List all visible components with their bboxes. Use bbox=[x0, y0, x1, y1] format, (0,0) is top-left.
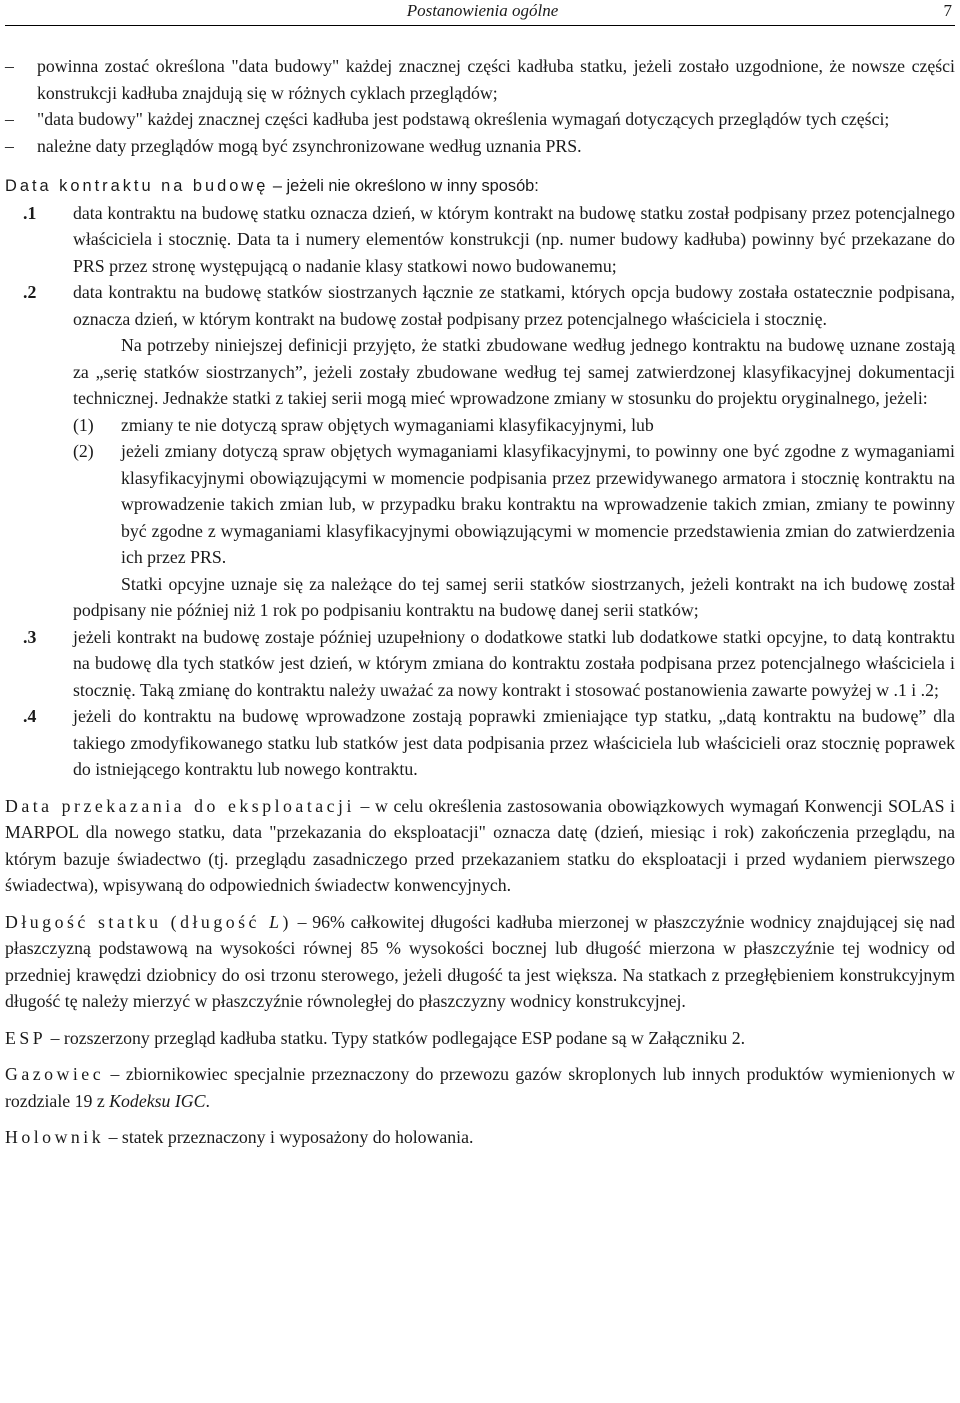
numbered-item bbox=[5, 703, 955, 783]
length-symbol: L bbox=[269, 911, 283, 932]
definition-separator: – bbox=[104, 1064, 126, 1084]
sub-item-text: jeżeli zmiany dotyczą spraw objętych wymaganiami klasyfikacyjnymi, to powinny one być zgodne z wymaganiami klasyfikacyjnymi obowiązującymi w momencie podpisania przez przewidywanego armatora i stocznię kontraktu na wprowadzenie takich zmian lub, w przypadku braku kontraktu na wprowadzenie takich zmian, zmiany te powinny być zgodne z wymaganiami klasyfikacyjnymi obowiązującymi w momencie przedstawienia zmian do zatwierdzenia ich przez PRS. bbox=[121, 441, 955, 567]
dash-bullet: – bbox=[5, 109, 14, 129]
list-item-text: "data budowy" każdej znacznej części kadłuba jest podstawą określenia wymagań dotyczących przeglądów tych części; bbox=[37, 109, 890, 129]
sub-item bbox=[73, 412, 955, 439]
page-number: 7 bbox=[943, 1, 952, 20]
definition-text: 96% całkowitej długości kadłuba mierzonej w płaszczyźnie wodnicy znajdującej się nad płaszczyzną podstawową na wysokości równej 85 % wysokości bocznej lub długość mierzona w płaszczyźnie tej wodnicy od przedniej krawędzi dziobnicy do osi trzonu sterowego, jeżeli długość ta jest większa. Na statkach z przegłębieniem konstrukcyjnym długość tę należy mierzyć w płaszczyźnie równoległej do płaszczyzny wodnicy konstrukcyjnej. bbox=[5, 911, 955, 1011]
item-number: .2 bbox=[23, 282, 37, 302]
item-text: jeżeli kontrakt na budowę zostaje później uzupełniony o dodatkowe statki lub dodatkowe statki opcyjne, to datą kontraktu na budowę dla tych statków jest dzień, w którym zmiana do kontraktu została podpisana przez potencjalnego właściciela i stocznię. Taką zmianę do kontraktu należy uważać za nowy kontrakt i stosować postanowienia zawarte powyżej w .1 i .2; bbox=[73, 626, 955, 700]
definition-separator: – bbox=[104, 1127, 122, 1147]
contract-definition-heading bbox=[5, 172, 955, 200]
definition-text: zbiornikowiec specjalnie przeznaczony do przewozu gazów skroplonych lub innych produktów wymienionych w rozdziale 19 z bbox=[5, 1064, 955, 1111]
item-text: data kontraktu na budowę statków siostrzanych łącznie ze statkami, których opcja budowy została ostatecznie podpisana, oznacza dzień, w którym kontrakt na budowę został podpisany przez potencjalnego właściciela i stocznię. bbox=[73, 282, 955, 329]
definition-term: Data przekazania do eksploatacji bbox=[5, 795, 355, 816]
sub-item-text: zmiany te nie dotyczą spraw objętych wymaganiami klasyfikacyjnymi, lub bbox=[121, 414, 654, 435]
item-number: .1 bbox=[23, 202, 37, 223]
document-body bbox=[5, 53, 955, 1151]
definition-separator: – bbox=[291, 911, 313, 932]
dash-bullet: – bbox=[5, 56, 14, 76]
list-item bbox=[5, 133, 955, 160]
code-reference: Kodeksu IGC bbox=[109, 1090, 206, 1111]
numbered-item bbox=[5, 200, 955, 280]
item-number: .4 bbox=[23, 706, 37, 726]
list-item bbox=[5, 53, 955, 106]
numbered-item bbox=[5, 279, 955, 332]
contract-items bbox=[5, 200, 955, 783]
dash-bullet: – bbox=[5, 135, 14, 156]
sub-item bbox=[73, 438, 955, 571]
list-item bbox=[5, 106, 955, 133]
definition-tug bbox=[5, 1124, 955, 1151]
definition-delivery-date bbox=[5, 793, 955, 899]
page-header bbox=[5, 0, 955, 26]
definition-intro: – jeżeli nie określono w inny sposób: bbox=[272, 177, 539, 195]
numbered-item bbox=[5, 624, 955, 704]
definition-text: w celu określenia zastosowania obowiązkowych wymagań Konwencji SOLAS i MARPOL dla nowego statku, data "przekazania do eksploatacji" oznacza datę (dzień, miesiąc i rok) zakończenia przeglądu, na którym bazuje świadectwo (tj. przeglądu zasadniczego przed przekazaniem statku do eksploatacji i przed wydaniem pierwszego świadectwa), wpisywaną do odpowiednich świadectw konwencyjnych. bbox=[5, 795, 956, 895]
header-title: Postanowienia ogólne bbox=[406, 1, 559, 20]
definition-separator: – bbox=[46, 1027, 64, 1048]
item-continuation bbox=[5, 332, 955, 624]
definition-gas-carrier bbox=[5, 1061, 955, 1114]
options-paragraph: Statki opcyjne uznaje się za należące do tej samej serii statków siostrzanych, jeżeli kontrakt na ich budowę został podpisany nie później niż 1 rok po podpisaniu kontraktu na budowę danej serii statków; bbox=[73, 573, 955, 620]
definition-term-close: ) bbox=[282, 911, 292, 932]
series-paragraph: Na potrzeby niniejszej definicji przyjęto, że statki zbudowane według jednego kontraktu na budowę uznane zostają za „serię statków siostrzanych”, jeżeli zostały zbudowane według tej samej zatwierdzonej klasyfikacyjnej dokumentacji technicznej. Jednakże statki z takiej serii mogą mieć wprowadzone zmiany w stosunku do projektu oryginalnego, jeżeli: bbox=[73, 335, 955, 408]
definition-separator: – bbox=[354, 795, 376, 816]
item-number: .3 bbox=[23, 626, 37, 647]
definition-text-end: . bbox=[205, 1090, 210, 1111]
definition-text: statek przeznaczony i wyposażony do holowania. bbox=[121, 1127, 474, 1147]
bullet-list bbox=[5, 53, 955, 159]
sub-item-number: (2) bbox=[73, 441, 94, 461]
definition-esp bbox=[5, 1025, 955, 1052]
definition-term: ESP bbox=[5, 1027, 47, 1048]
definition-term: Data kontraktu na budowę bbox=[5, 177, 269, 195]
definition-term: Holownik bbox=[5, 1127, 105, 1147]
list-item-text: należne daty przeglądów mogą być zsynchronizowane według uznania PRS. bbox=[37, 135, 582, 156]
definition-term: Gazowiec bbox=[5, 1064, 105, 1084]
list-item-text: powinna zostać określona "data budowy" każdej znacznej części kadłuba statku, jeżeli zostało uzgodnione, że nowsze części konstrukcji kadłuba znajdują się w różnych cyklach przeglądów; bbox=[37, 56, 955, 103]
definition-ship-length bbox=[5, 909, 955, 1015]
definition-term: Długość statku (długość bbox=[5, 911, 270, 932]
sub-item-number: (1) bbox=[73, 414, 94, 435]
item-text: data kontraktu na budowę statku oznacza dzień, w którym kontrakt na budowę statku został podpisany przez potencjalnego właściciela i stocznię. Data ta i numery elementów konstrukcji (np. numer budowy kadłuba) powinny być przekazane do PRS przez stronę występującą o nadanie klasy statkowi nowo budowanemu; bbox=[73, 202, 955, 276]
definition-text: rozszerzony przegląd kadłuba statku. Typy statków podlegające ESP podane są w Załączniku 2. bbox=[63, 1027, 746, 1048]
item-text: jeżeli do kontraktu na budowę wprowadzone zostają poprawki zmieniające typ statku, „datą kontraktu na budowę” dla takiego zmodyfikowanego statku lub statków jest data podpisania przez właściciela lub właścicieli oraz stocznię poprawek do istniejącego kontraktu lub nowego kontraktu. bbox=[73, 706, 955, 779]
